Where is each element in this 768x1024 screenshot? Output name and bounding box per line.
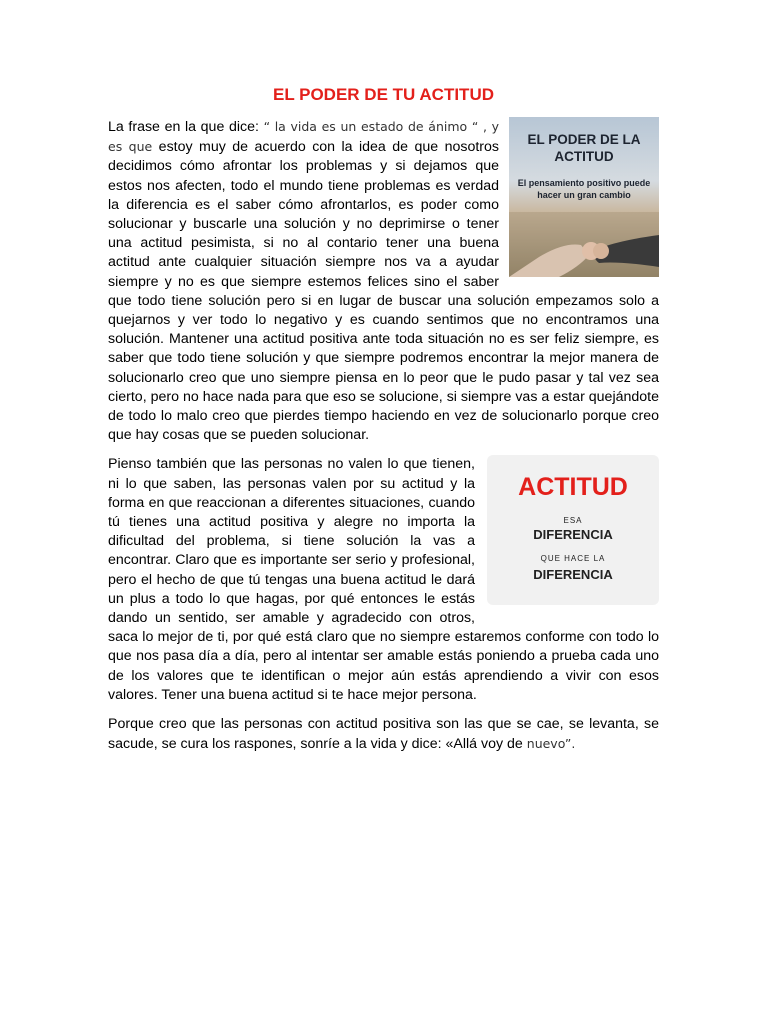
- figure1-subtitle: El pensamiento positivo puede hacer un gran cambio: [517, 178, 651, 200]
- figure2-line5: DIFERENCIA: [533, 567, 613, 583]
- paragraph-2-text: Pienso también que las personas no valen lo que tienen, ni lo que saben, las personas valen por su actitud y la forma en que reaccionan a diferentes situaciones, cuando tú tienes una actitud positiva y alegre no importa la dificultad del problema, si tiene solución la vas a encontrar. Claro que es importante ser serio y profesional, pero el hecho de que tú tengas una buena actitud le dará un plus a todo lo que hagas, por qué entonces le estás dando un sentido, ser amable y agradecido con otros, saca lo mejor de ti, por qué está claro que no siempre estaremos conforme con todo lo que nos pasa día a día, pero al intentar ser amable estás poniendo a prueba cada uno de los valores que te identifican o mejor aún estás aprendiendo a vivir con esos valores. Tener una buena actitud si te hace mejor persona.: [108, 456, 659, 703]
- paragraph-1-lead: La frase en la que dice:: [108, 119, 264, 135]
- paragraph-1: [108, 117, 659, 445]
- paragraph-2: [108, 455, 659, 705]
- figure2-line1: ACTITUD: [518, 473, 628, 502]
- document-title: EL PODER DE TU ACTITUD: [272, 85, 494, 104]
- paragraph-3: [108, 715, 659, 754]
- figure-poder-actitud: [509, 117, 659, 277]
- paragraph-1-rest: estoy muy de acuerdo con la idea de que nosotros decidimos cómo afrontar los problemas y si dejamos que estos nos afecten, todo el mundo tiene problemas es verdad la diferencia es el saber cómo afrontarlos, es poder como solucionar y buscarle una solución y no deprimirse o tener una actitud pesimista, si no al contario tener una buena actitud ante cualquier situación siempre nos va a ayudar siempre y no es que siempre estemos felices sino el saber que todo tiene solución pero si en lugar de buscar una solución empezamos solo a quejarnos y ver todo lo negativo y es cuando sentimos que no encontramos una solución. Mantener una actitud positiva ante toda situación no es ser feliz siempre, es saber que todo tiene solución y que siempre podremos encontrar la mejor manera de solucionarlo creo que uno siempre piensa en lo peor que le pudo pasar y tal vez sea cierto, pero no hace nada para que eso se solucione, si siempre vas a estar quejándote de todo lo malo creo que pierdes tiempo haciendo en vez de solucionarlo porque creo que hay cosas que se pueden solucionar.: [108, 139, 659, 444]
- paragraph-3-end: nuevo”.: [526, 736, 576, 752]
- figure2-line3: DIFERENCIA: [533, 527, 613, 543]
- figure2-line2: ESA: [563, 516, 583, 526]
- figure1-title: EL PODER DE LA ACTITUD: [527, 132, 641, 164]
- document-page: [108, 84, 659, 765]
- paragraph-3-text: Porque creo que las personas con actitud positiva son las que se cae, se levanta, se sacude, se cura los raspones, sonríe a la vida y dice: «Allá voy de: [108, 716, 659, 753]
- figure-actitud-diferencia: [487, 455, 659, 605]
- figure2-line4: QUE HACE LA: [540, 554, 606, 564]
- paragraph-1-quote: “ la vida es un estado de ánimo “ , y es que: [108, 119, 499, 155]
